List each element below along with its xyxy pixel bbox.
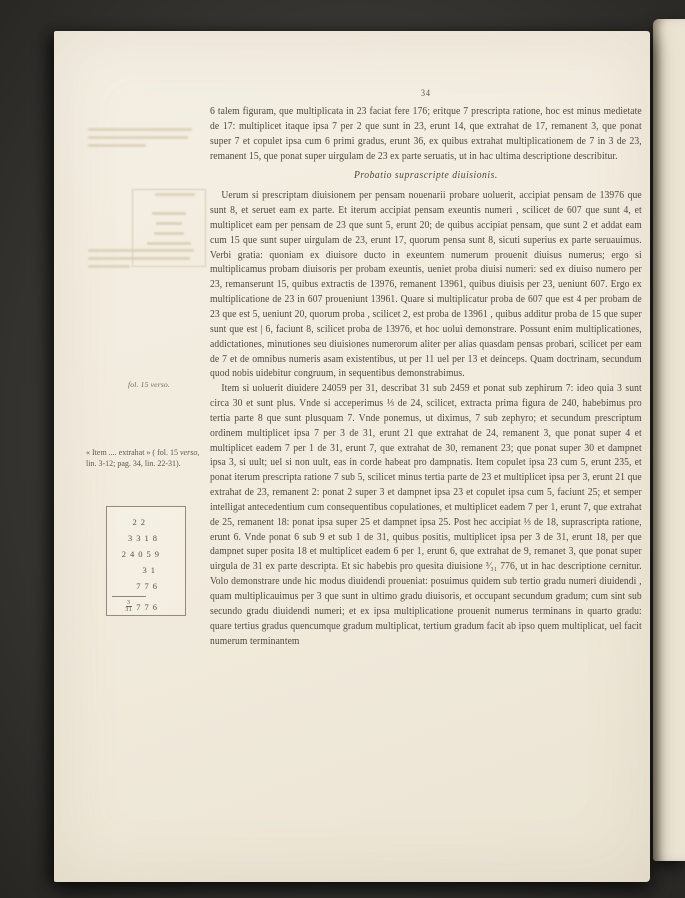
figure-row: 3318: [128, 533, 161, 543]
apparatus-note-post: , lin. 3-12; pag. 34, lin. 22-31).: [86, 448, 200, 468]
bleedthrough-side-mark: [155, 193, 195, 201]
bleedthrough-note-top: [88, 128, 192, 152]
paragraph-item-division: Item si uoluerit diuidere 24059 per 31, describat 31 sub 2459 et ponat sub zephirum 7: ideo quia 3 sunt circa 30 et sunt plus. Vnde si acceperimus ⅓ de 24, scilicet, extracta prima figura de 240, habebimus pro tertia parte 8 que sunt plusquam 7. Vnde ponemus, ut diximus, 7 sub zephyro; et secundum prescriptum ordinem multiplicet ipsa 7 per 3 de 31, erunt 21 que extrahat de 24, remanent 3, que ponat super 4 et multiplicet eadem 7 per 1 de 31, erunt 7, que extrahat de 30, remanent 23; que ponat super 30 et dampnet ipsa 3, si uult; uel si non uult, eas in corde habeat pro dampnatis. Item copulet ipsa 23 cum 5, erunt 235, et ponat iterum prescripta ratione 7 sub 5, scilicet minus tertia parte de 23 et multiplicet ipsa per 3, erunt 21 que extrahat de 23, remanent 2: ponat 2 super 3 et dampnet ipsa 23 et copulet ipsa cum 5, faciunt 25; et semper intelligat antecedentium cum consequentibus copulationes, et multiplicet eadem 7 per 1, erunt 7, que extrahat de 25, remanent 18: ponat ipsa super 25 et dampnet ipsa 25. Post hec accipiat ⅓ de 18, suprascripta ratione, erunt 6. Vnde ponat 6 sub 9 et sub 1 de 31, quibus positis, multiplicet ipsa per 3 de 31, erunt 18, per que dampnet super posita 18 et multiplicet eadem 6 per 1, erunt 6, que extrahat de 9, remanet 3, que ponat super uirgula de 31 ex parte descripta. Et sic habebis pro quesita diuisione ³⁄₃₁ 776, ut in hac descriptione cernitur. Volo demonstrare unde hic modus diuidendi proueniat: posuimus quidem sub tertio gradu numeri diuidendi , quam multiplicauimus per 3 que sunt in ultimo gradu diuisoris, et occupant secundum gradum; cum sint sub secundo gradu diuidendi numeri; et ex ipsa multiplicatione prouenit numerus terminans in quarto gradu: quare tertius gradus quencumque gradum multiplicat, tertium gradum facit ab ipso quem multiplicat, uel facit numerum terminantem: [210, 382, 642, 647]
book-page: [54, 31, 650, 882]
folio-reference-note: fol. 15 verso.: [128, 380, 170, 389]
apparatus-note-folio: verso: [179, 448, 198, 457]
apparatus-note-pre: « Item .... extrahat » ( fol. 15: [86, 448, 180, 457]
division-figure: [106, 506, 186, 616]
figure-result-row: [107, 599, 185, 614]
figure-rule: [112, 596, 146, 597]
page-number: 34: [420, 89, 431, 99]
figure-result-value: 776: [136, 601, 161, 612]
adjacent-page-edge: [653, 19, 685, 861]
paragraph-probatio: Uerum si prescriptam diuisionem per pensam nouenarii probare uoluerit, accipiat pensam de 13976 que sunt 8, et seruet eam ex parte. Et iterum accipiat pensam exeuntis numeri , scilicet de 607 que sunt 4, et multiplicet eam per pensam de 23 que sunt 5, erunt 20; de quibus accipiat pensam, que sunt 2 et addat eam cum 15 que sunt super uirgulam de 23, erunt 17, quorum pensa sunt 8, sicuti superius ex parte seruauimus. Verbi gratia: quoniam ex diuisore ducto in exeuntem numerum prouenit diuisus numerus; ergo si multiplicamus probam diuisoris per probam exeuntis, ueniet proba diuisi numeri: sed ex diuiso numero per 23, remanserunt 15, quibus extractis de 13976, remanent 13961, quibus diuisis per 23, ueniunt 607. Ergo ex multiplicatione de 23 in 607 proueniunt 13961. Quare si multiplicatur proba de 607 que est 4 per probam de 23 que est 5, ueniunt 20, quorum proba , scilicet 2, est proba de 13961 , quibus additur proba de 15 que super sunt que est | 6, faciunt 8, scilicet proba de 13976, et hoc uolui demonstrare. Possunt enim multiplicationes, addictationes, minutiones seu diuisiones numerorum aliter per alias quasdam pensas probari, scilicet per eam de 7 et de omnibus numeris asam existentibus, ut per 11 uel per 13 et deinceps. Quam doctrinam, secundum quod nobis uidebitur congruum, in sequentibus demonstrabimus.: [210, 189, 642, 380]
fraction-numerator: 3: [127, 600, 131, 606]
figure-row: 22: [132, 517, 149, 527]
text-column: [210, 88, 642, 648]
figure-row-quotient: 776: [136, 581, 161, 591]
apparatus-note: [86, 448, 208, 470]
paragraph-continuation: 6 talem figuram, que multiplicata in 23 faciat fere 176; eritque 7 prescripta ratione, hoc est minus medietate de 17: multiplicet itaque ipsa 7 per 2 que sunt in 23, erunt 14, que extrahat de 17, remanent 3, que ponat super 7 et copulet ipsa cum 6 primi gradus, erunt 36, ex quibus extrahat multiplicationem de 7 in 3 de 23, remanent 15, que ponat super uirgulam de 23 ex parte seruatis, ut in hac ultima descriptione describitur.: [210, 105, 642, 162]
bleedthrough-note-bottom: [88, 249, 194, 273]
section-heading: Probatio suprascripte diuisionis.: [353, 169, 498, 182]
figure-row-divisor: 31: [142, 565, 159, 575]
figure-result-fraction: [125, 600, 132, 613]
fraction-denominator: 31: [125, 607, 133, 613]
figure-row-dividend: 24059: [121, 549, 163, 559]
